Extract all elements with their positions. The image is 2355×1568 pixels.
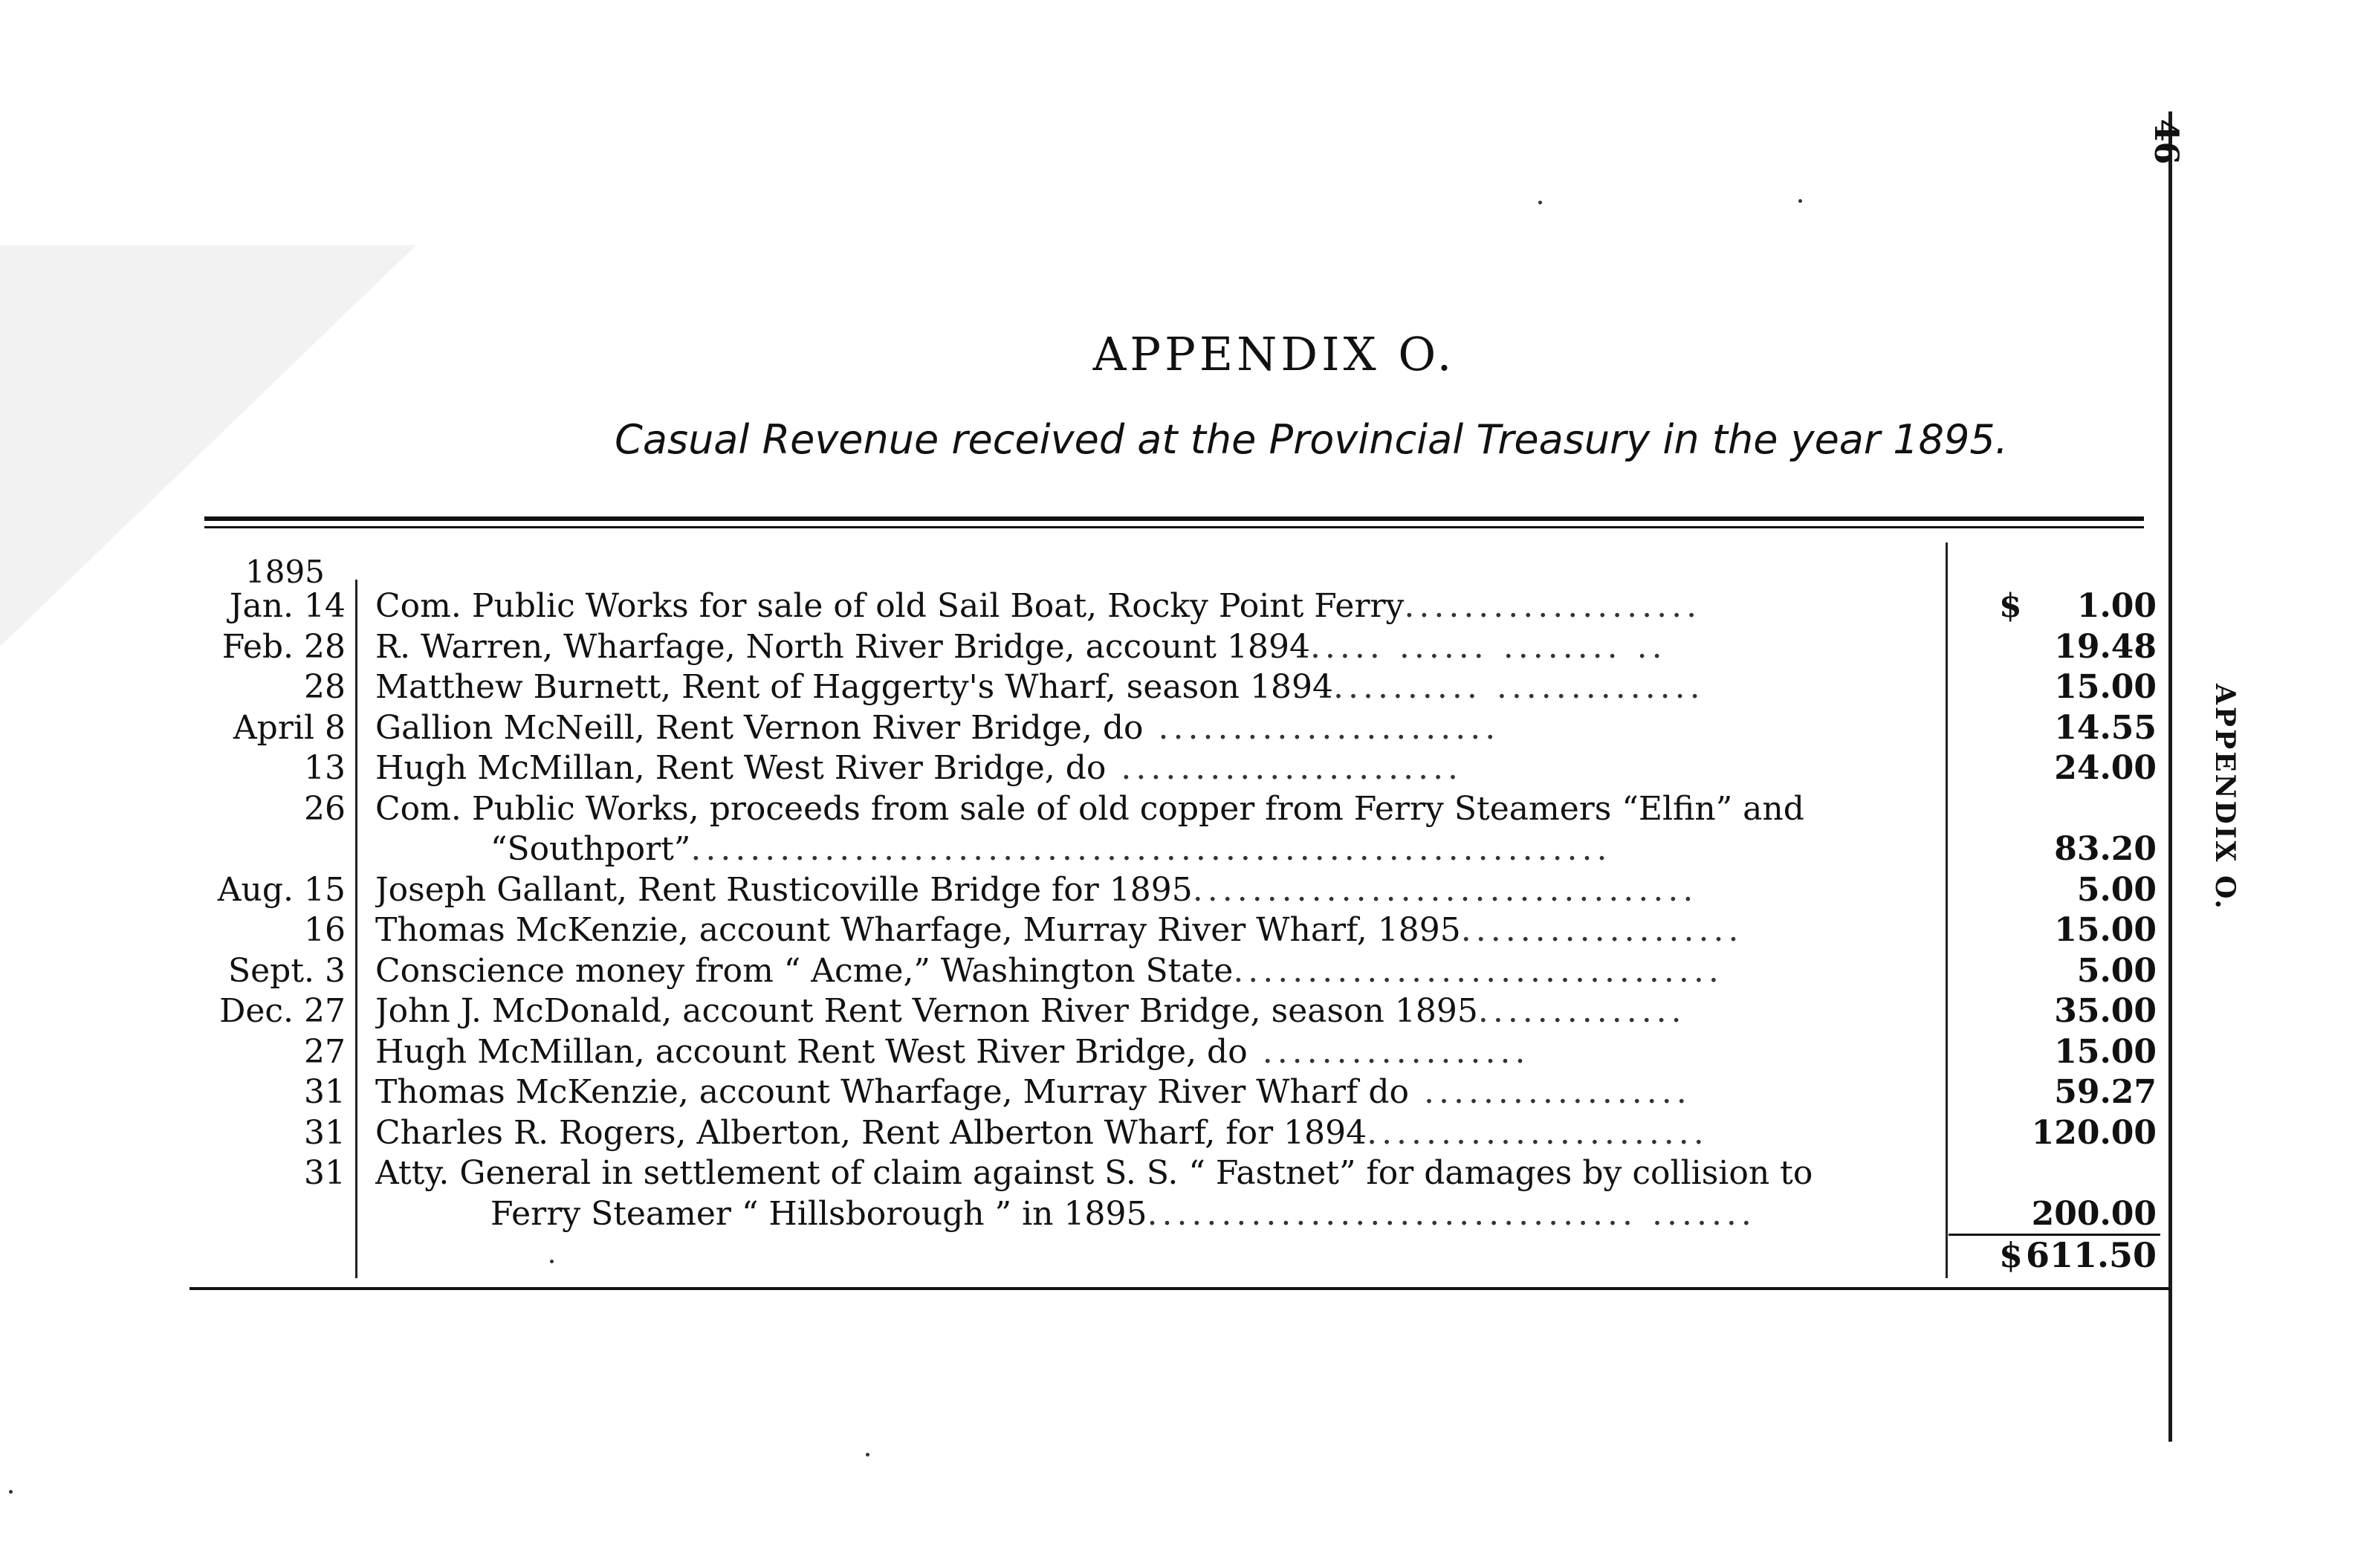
row-leader-dots: ....................... [1106, 749, 1463, 787]
row-amount: 200.00 [2031, 1195, 2157, 1233]
row-description-text: “Southport” [490, 830, 691, 868]
row-description [375, 1114, 1936, 1152]
row-description-text: Conscience money from “ Acme,” Washington State [375, 952, 1234, 990]
row-description [490, 830, 1936, 868]
row-description-text: R. Warren, Wharfage, North River Bridge, account 1894 [375, 628, 1310, 666]
table-row [0, 709, 2163, 751]
row-amount: 1.00 [2076, 587, 2157, 625]
row-description [375, 952, 1936, 990]
row-date: April 8 [233, 709, 346, 747]
row-leader-dots: .................................. [1192, 871, 1698, 909]
row-leader-dots: .................... [1404, 587, 1702, 625]
row-description-text: Gallion McNeill, Rent Vernon River Bridge, do [375, 709, 1144, 747]
row-amount: 19.48 [2054, 628, 2157, 666]
row-leader-dots: .............................................................. [690, 830, 1612, 868]
margin-rule [2168, 111, 2172, 1442]
row-description [375, 587, 1936, 625]
side-heading: APPENDIX O. [2209, 684, 2241, 911]
row-description [490, 1195, 1936, 1233]
row-amount: 83.20 [2054, 830, 2157, 868]
row-description-text: Com. Public Works, proceeds from sale of old copper from Ferry Steamers “Elfin” and [375, 790, 1804, 828]
row-description-text: John J. McDonald, account Rent Vernon River Bridge, season 1895 [375, 992, 1478, 1030]
row-description-text: Hugh McMillan, account Rent West River Bridge, do [375, 1033, 1248, 1071]
row-amount: 24.00 [2054, 749, 2157, 787]
row-date: Jan. 14 [229, 587, 346, 625]
row-date: Dec. 27 [219, 992, 346, 1030]
row-leader-dots: ................................. [1233, 952, 1723, 990]
row-description [375, 628, 1936, 666]
row-dollar-sign: $ [1999, 587, 2022, 625]
row-date: 28 [304, 668, 346, 706]
row-date: 27 [304, 1033, 346, 1071]
table-row [0, 1195, 2163, 1237]
row-description [375, 871, 1936, 909]
table-top-rule-thin [204, 526, 2144, 528]
ink-speck [1798, 199, 1802, 203]
row-amount: 5.00 [2076, 952, 2157, 990]
row-leader-dots: .............. [1477, 992, 1686, 1030]
table-row [0, 911, 2163, 953]
row-amount: 120.00 [2031, 1114, 2157, 1152]
table-bottom-rule [189, 1287, 2170, 1290]
row-date: Aug. 15 [217, 871, 346, 909]
row-description [375, 911, 1936, 949]
row-date: Feb. 28 [221, 628, 346, 666]
table-row [0, 587, 2163, 629]
row-amount: 35.00 [2054, 992, 2157, 1030]
row-description [375, 749, 1936, 787]
row-date: 26 [304, 790, 346, 828]
row-amount: 15.00 [2054, 911, 2157, 949]
row-leader-dots: ..... ...... ........ .. [1309, 628, 1667, 666]
row-description-text: Matthew Burnett, Rent of Haggerty's Wharf, season 1894 [375, 668, 1333, 706]
row-leader-dots: .................. [1247, 1033, 1530, 1071]
row-description-text: Charles R. Rogers, Alberton, Rent Alberton Wharf, for 1894 [375, 1114, 1367, 1152]
row-description [375, 1033, 1936, 1071]
table-row [0, 668, 2163, 710]
row-date: 13 [304, 749, 346, 787]
table-top-rule [204, 516, 2144, 521]
total-amount: 611.50 [2025, 1235, 2157, 1275]
row-description [375, 668, 1936, 706]
table-row [0, 871, 2163, 913]
table-row [0, 1033, 2163, 1075]
page-title: APPENDIX O. [1092, 327, 1456, 381]
row-amount: 59.27 [2054, 1073, 2157, 1111]
table-row [0, 830, 2163, 872]
row-leader-dots: .......... .............. [1332, 668, 1705, 706]
total-dollar-sign: $ [1999, 1235, 2024, 1275]
table-row [0, 1073, 2163, 1115]
ink-speck [550, 1260, 554, 1263]
table-row [0, 992, 2163, 1034]
page-subtitle: Casual Revenue received at the Provincial Treasury in the year 1895. [615, 416, 2008, 463]
table-row [0, 628, 2163, 670]
row-date: 31 [304, 1154, 346, 1192]
row-description-text: Com. Public Works for sale of old Sail Boat, Rocky Point Ferry [375, 587, 1405, 625]
row-date: 16 [304, 911, 346, 949]
row-description-text: Hugh McMillan, Rent West River Bridge, do [375, 749, 1107, 787]
row-date: Sept. 3 [228, 952, 346, 990]
row-leader-dots: .................. [1409, 1073, 1691, 1111]
row-description-text: Thomas McKenzie, account Wharfage, Murray River Wharf do [375, 1073, 1410, 1111]
row-amount: 5.00 [2076, 871, 2157, 909]
table-row [0, 790, 2163, 832]
row-description [375, 992, 1936, 1030]
table-row [0, 749, 2163, 791]
total-row [0, 1235, 2163, 1280]
row-description-text: Thomas McKenzie, account Wharfage, Murray River Wharf, 1895 [375, 911, 1461, 949]
row-leader-dots: ....................... [1367, 1114, 1708, 1152]
table-row [0, 1154, 2163, 1196]
ink-speck [1538, 201, 1542, 204]
row-amount: 14.55 [2054, 709, 2157, 747]
row-date: 31 [304, 1114, 346, 1152]
row-leader-dots: ................... [1460, 911, 1743, 949]
row-description-text: Joseph Gallant, Rent Rusticoville Bridge for 1895 [375, 871, 1193, 909]
row-amount: 15.00 [2054, 1033, 2157, 1071]
table-year: 1895 [245, 554, 325, 590]
row-description-text: Atty. General in settlement of claim against S. S. “ Fastnet” for damages by collision to [375, 1154, 1813, 1192]
row-description [375, 790, 1936, 828]
page-number: 46 [2147, 119, 2185, 165]
row-amount: 15.00 [2054, 668, 2157, 706]
row-description [375, 1154, 1936, 1192]
table-row [0, 952, 2163, 994]
row-leader-dots: ................................. ....... [1147, 1195, 1756, 1233]
row-description [375, 1073, 1936, 1111]
table-row [0, 1114, 2163, 1156]
row-date: 31 [304, 1073, 346, 1111]
ink-speck [9, 1490, 13, 1494]
row-description-text: Ferry Steamer “ Hillsborough ” in 1895 [490, 1195, 1147, 1233]
row-leader-dots: ....................... [1143, 709, 1500, 747]
row-description [375, 709, 1936, 747]
ink-speck [866, 1453, 869, 1457]
